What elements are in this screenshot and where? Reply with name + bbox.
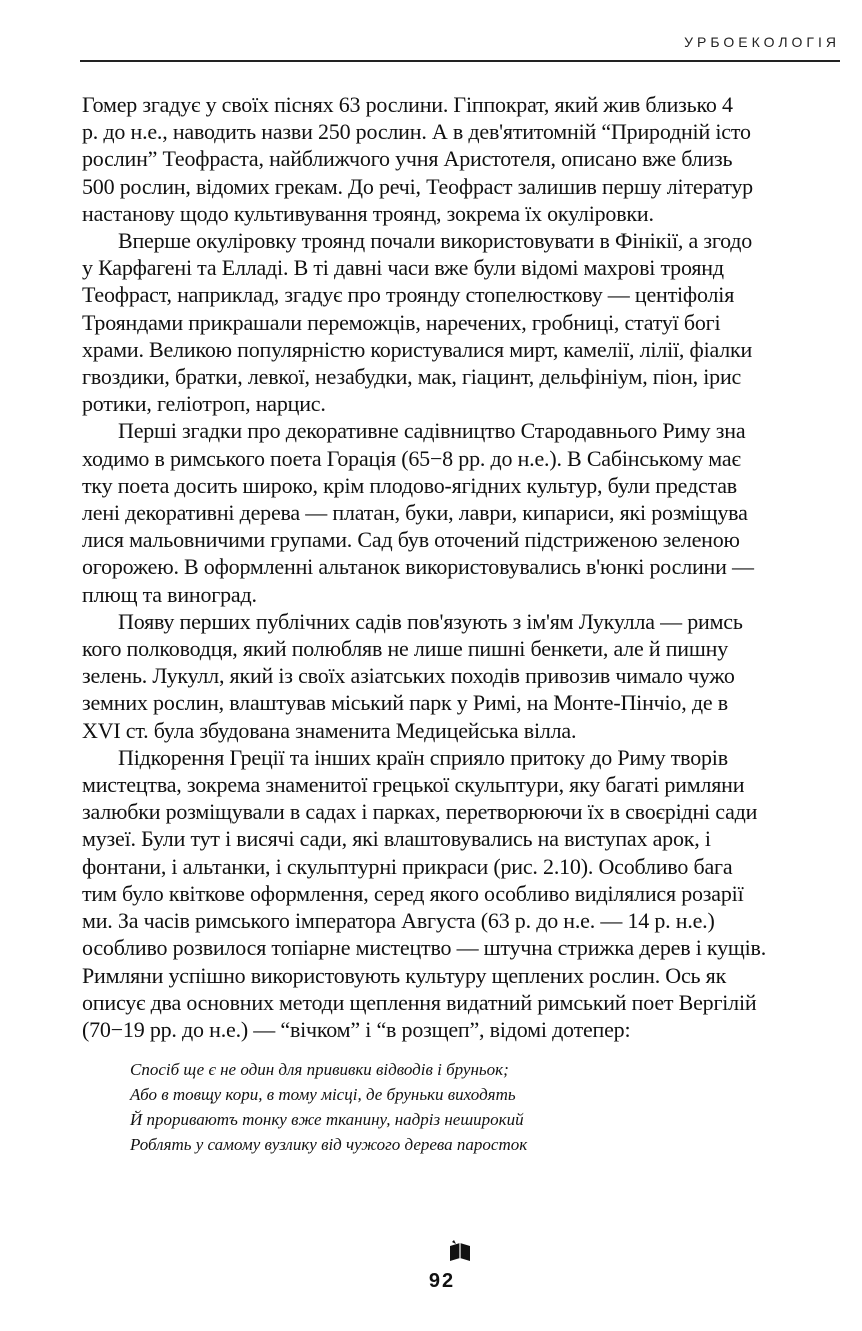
text-line: Теофраст, наприклад, згадує про троянду стопелюсткову — центіфолія <box>82 282 735 308</box>
text-line: особливо розвилося топіарне мистецтво — штучна стрижка дерев і кущів. <box>82 935 767 961</box>
text-line: гвоздики, братки, левкої, незабудки, мак, гіацинт, дельфініум, піон, ірис <box>82 364 742 390</box>
poem-line: Або в товщу кори, в тому місці, де бруньки виходять <box>130 1085 516 1105</box>
text-line: фонтани, і альтанки, і скульптурні прикраси (рис. 2.10). Особливо бага <box>82 853 733 879</box>
book-ornament-icon <box>447 1240 473 1264</box>
text-line: ми. За часів римського імператора Августа (63 р. до н.е. — 14 р. н.е.) <box>82 908 715 934</box>
text-line: ходимо в римського поета Горація (65−8 рр. до н.е.). В Сабінському має <box>82 445 741 471</box>
text-line: Трояндами прикрашали переможців, наречених, гробниці, статуї богі <box>82 309 721 335</box>
text-line: Гомер згадує у своїх піснях 63 рослини. Гіппократ, який жив близько 4 <box>82 92 733 117</box>
body-text <box>82 91 842 1157</box>
text-line: рослин” Теофраста, найближчого учня Аристотеля, описано вже близь <box>82 146 733 172</box>
text-line: описує два основних методи щеплення видатний римський поет Вергілій <box>82 989 757 1015</box>
text-line: Появу перших публічних садів пов'язують з ім'ям Лукулла — римсь <box>118 608 743 634</box>
text-line: 500 рослин, відомих грекам. До речі, Теофраст залишив першу літератур <box>82 173 753 199</box>
running-header-title: УРБОЕКОЛОГІЯ <box>684 34 840 50</box>
text-line: настанову щодо культивування троянд, зокрема їх окуліровки. <box>82 200 654 226</box>
text-line: Перші згадки про декоративне садівництво Стародавнього Риму зна <box>118 418 746 444</box>
running-header <box>80 34 840 50</box>
text-line: мистецтва, зокрема знаменитої грецької скульптури, яку багаті римляни <box>82 772 745 798</box>
text-line: (70−19 рр. до н.е.) — “вічком” і “в розщеп”, відомі дотепер: <box>82 1016 631 1042</box>
text-line: лися мальовничими групами. Сад був оточений підстриженою зеленою <box>82 527 740 553</box>
text-line: зелень. Лукулл, який із своїх азіатських походів привозив чимало чужо <box>82 663 735 689</box>
poem-line: Й прориваютъ тонку вже тканину, надріз неширокий <box>130 1110 524 1130</box>
text-line: огорожею. В оформленні альтанок використовувались в'юнкі рослини — <box>82 554 754 580</box>
text-line: храми. Великою популярністю користувалися мирт, камелії, лілії, фіалки <box>82 336 753 362</box>
text-line: тку поета досить широко, крім плодово-ягідних культур, були представ <box>82 472 737 498</box>
poem-line: Спосіб ще є не один для прививки відводів і бруньок; <box>130 1060 509 1080</box>
text-line: земних рослин, влаштував міський парк у Римі, на Монте-Пінчіо, де в <box>82 690 728 716</box>
text-line: тим було квіткове оформлення, серед якого особливо виділялися розарії <box>82 880 744 906</box>
poem-quote <box>82 1057 842 1157</box>
poem-line: Роблять у самому вузлику від чужого дерева паросток <box>130 1135 528 1155</box>
page-number: 92 <box>428 1270 456 1292</box>
text-line: ротики, геліотроп, нарцис. <box>82 391 326 417</box>
text-line: Римляни успішно використовують культуру щеплених рослин. Ось як <box>82 962 727 988</box>
text-line: XVI ст. була збудована знаменита Медицейська вілла. <box>82 717 577 743</box>
text-line: Вперше окуліровку троянд почали використовувати в Фінікії, а згодо <box>118 228 753 254</box>
text-line: Підкорення Греції та інших країн сприяло притоку до Риму творів <box>118 744 728 770</box>
header-rule <box>80 60 840 62</box>
text-line: музеї. Були тут і висячі сади, які влаштовувались на виступах арок, і <box>82 826 711 852</box>
text-line: у Карфагені та Елладі. В ті давні часи вже були відомі махрові троянд <box>82 255 724 281</box>
text-line: р. до н.е., наводить назви 250 рослин. А в дев'ятитомній “Природній істо <box>82 119 751 145</box>
text-line: лені декоративні дерева — платан, буки, лаври, кипариси, які розміщува <box>82 500 748 526</box>
text-line: плющ та виноград. <box>82 581 257 607</box>
text-line: кого полководця, який полюбляв не лише пишні бенкети, але й пишну <box>82 636 728 662</box>
text-line: залюбки розміщували в садах і парках, перетворюючи їх в своєрідні сади <box>82 799 758 825</box>
